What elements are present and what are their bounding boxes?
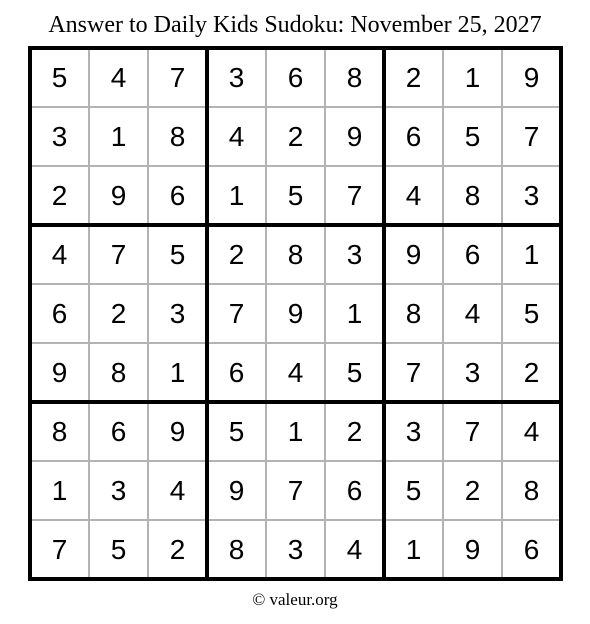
sudoku-cell: 3 [110,474,127,506]
sudoku-cell: 3 [523,179,540,211]
sudoku-cell: 2 [110,297,127,329]
sudoku-cell: 2 [346,415,363,447]
sudoku-cell: 9 [228,474,245,506]
sudoku-cell: 8 [110,356,127,388]
sudoku-cell: 8 [169,120,186,152]
sudoku-cell: 8 [346,61,363,93]
cell-divider-horizontal [28,165,563,167]
sudoku-cell: 3 [405,415,422,447]
cell-divider-vertical [147,46,149,581]
sudoku-cell: 1 [110,120,127,152]
sudoku-cell: 5 [346,356,363,388]
box-divider-horizontal [28,400,563,404]
cell-divider-vertical [442,46,444,581]
cell-divider-horizontal [28,283,563,285]
cell-divider-horizontal [28,106,563,108]
sudoku-cell: 9 [110,179,127,211]
sudoku-cell: 2 [228,238,245,270]
sudoku-cell: 8 [523,474,540,506]
sudoku-cell: 6 [287,61,304,93]
sudoku-cell: 7 [169,61,186,93]
sudoku-cell: 1 [405,533,422,565]
cell-divider-horizontal [28,460,563,462]
sudoku-cell: 6 [405,120,422,152]
box-divider-vertical [382,46,386,581]
sudoku-cell: 2 [51,179,68,211]
sudoku-cell: 8 [228,533,245,565]
sudoku-cell: 6 [464,238,481,270]
site-credit: © valeur.org [252,590,338,609]
sudoku-cell: 1 [287,415,304,447]
sudoku-cell: 4 [228,120,245,152]
sudoku-cell: 1 [228,179,245,211]
sudoku-cell: 5 [51,61,68,93]
sudoku-cell: 9 [405,238,422,270]
sudoku-cell: 4 [464,297,481,329]
sudoku-cell: 4 [523,415,540,447]
sudoku-cell: 5 [169,238,186,270]
sudoku-cell: 5 [464,120,481,152]
sudoku-cell: 6 [110,415,127,447]
sudoku-cell: 8 [287,238,304,270]
sudoku-cell: 7 [405,356,422,388]
sudoku-cell: 2 [523,356,540,388]
sudoku-cell: 4 [169,474,186,506]
sudoku-cell: 7 [346,179,363,211]
sudoku-cell: 7 [110,238,127,270]
sudoku-cell: 9 [523,61,540,93]
sudoku-cell: 7 [464,415,481,447]
cell-divider-vertical [324,46,326,581]
cell-divider-horizontal [28,342,563,344]
box-divider-horizontal [28,46,563,50]
sudoku-cell: 1 [464,61,481,93]
sudoku-cell: 7 [228,297,245,329]
sudoku-cell: 6 [169,179,186,211]
sudoku-cell: 3 [51,120,68,152]
cell-divider-vertical [501,46,503,581]
sudoku-cell: 4 [287,356,304,388]
sudoku-cell: 3 [287,533,304,565]
sudoku-cell: 1 [169,356,186,388]
box-divider-vertical [28,46,32,581]
box-divider-horizontal [28,223,563,227]
sudoku-cell: 3 [346,238,363,270]
box-divider-vertical [559,46,563,581]
sudoku-cell: 3 [228,61,245,93]
sudoku-cell: 8 [464,179,481,211]
sudoku-cell: 6 [51,297,68,329]
sudoku-cell: 9 [346,120,363,152]
box-divider-vertical [205,46,209,581]
sudoku-cell: 9 [464,533,481,565]
sudoku-cell: 1 [51,474,68,506]
sudoku-cell: 4 [405,179,422,211]
sudoku-cell: 5 [110,533,127,565]
sudoku-cell: 2 [464,474,481,506]
sudoku-cell: 2 [405,61,422,93]
sudoku-cell: 6 [228,356,245,388]
sudoku-cell: 8 [405,297,422,329]
sudoku-cell: 5 [405,474,422,506]
sudoku-cell: 6 [346,474,363,506]
sudoku-cell: 9 [287,297,304,329]
sudoku-cell: 7 [523,120,540,152]
sudoku-cell: 3 [464,356,481,388]
cell-divider-horizontal [28,519,563,521]
sudoku-cell: 1 [346,297,363,329]
sudoku-board [30,48,561,579]
sudoku-cell: 4 [110,61,127,93]
sudoku-cell: 1 [523,238,540,270]
sudoku-cell: 2 [169,533,186,565]
sudoku-cell: 4 [51,238,68,270]
sudoku-cell: 9 [169,415,186,447]
cell-divider-vertical [265,46,267,581]
sudoku-cell: 2 [287,120,304,152]
sudoku-cell: 6 [523,533,540,565]
sudoku-cell: 3 [169,297,186,329]
sudoku-cell: 5 [287,179,304,211]
sudoku-cell: 9 [51,356,68,388]
page-title: Answer to Daily Kids Sudoku: November 25, 2027 [48,12,542,38]
box-divider-horizontal [28,577,563,581]
sudoku-cell: 5 [523,297,540,329]
sudoku-cell: 8 [51,415,68,447]
sudoku-cell: 7 [287,474,304,506]
sudoku-cell: 7 [51,533,68,565]
sudoku-cell: 4 [346,533,363,565]
sudoku-cell: 5 [228,415,245,447]
cell-divider-vertical [88,46,90,581]
